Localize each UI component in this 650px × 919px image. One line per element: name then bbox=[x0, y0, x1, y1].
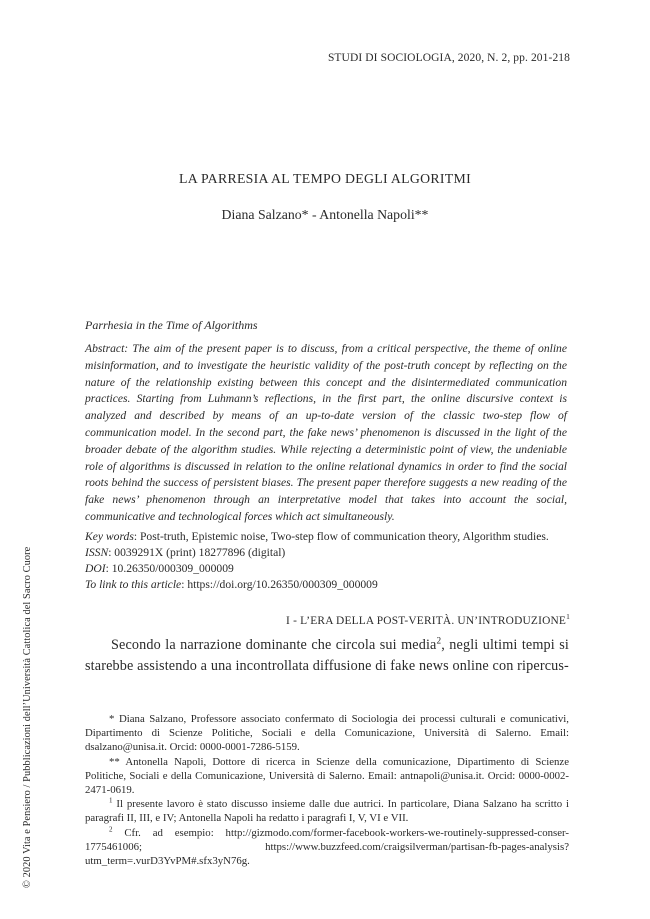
footnote-2-text: Cfr. ad esempio: http://gizmodo.com/former-facebook-workers-we-routinely-suppressed-conser-1775461006; https://www.buzzfeed.com/craigsilverman/partisan-fb-pages-analysis?utm_term=.vurD3YvPM#.sfx3yN76g. bbox=[85, 826, 569, 868]
body-text-start: Secondo la narrazione dominante che circola sui media bbox=[111, 637, 437, 653]
english-title: Parrhesia in the Time of Algorithms bbox=[85, 318, 258, 332]
issn-line bbox=[85, 545, 570, 561]
article-link-label: To link to this article bbox=[85, 578, 182, 592]
footnote-1-mark: 1 bbox=[109, 796, 113, 805]
article-authors: Diana Salzano* - Antonella Napoli** bbox=[221, 207, 429, 222]
footnote-2 bbox=[85, 826, 569, 869]
article-title: LA PARRESIA AL TEMPO DEGLI ALGORITMI bbox=[179, 171, 471, 186]
abstract: Abstract: The aim of the present paper is to discuss, from a critical perspective, the theme of online misinformation, and to investigate the heuristic validity of the post-truth concept by reflecting on the nature of the relationship existing between this concept and the disintermediated communication practices. Starting from Luhmann’s reflections, in the first part, the online discursive context is analyzed and described by means of an up-to-date version of the classic two-step flow of communication model. In the second part, the fake news’ phenomenon is discussed in the light of the broader debate of the algorithm studies. While rejecting a deterministic point of view, the undeniable role of algorithms is discussed in relation to the online relational dynamics in order to find the social roots behind the success of persistent biases. The present paper therefore suggests a new reading of the fake news’ phenomenon through an interpretative model that takes into account the social, communicative and technological forces which act simultaneously. bbox=[85, 342, 567, 523]
footnotes bbox=[85, 712, 569, 868]
keywords-value: : Post-truth, Epistemic noise, Two-step flow of communication theory, Algorithm studies. bbox=[133, 530, 549, 543]
section-footnote-ref[interactable]: 1 bbox=[566, 612, 570, 622]
article-link-value[interactable]: : https://doi.org/10.26350/000309_000009 bbox=[181, 578, 378, 592]
footnote-author-1 bbox=[85, 712, 569, 755]
doi-line bbox=[85, 561, 570, 577]
doi-value: : 10.26350/000309_000009 bbox=[105, 562, 234, 576]
body-text-end: , negli ultimi tempi si starebbe assistendo a una incontrollata diffusione di fake news online con ripercus- bbox=[85, 637, 569, 674]
section-heading bbox=[270, 612, 570, 627]
journal-header: STUDI DI SOCIOLOGIA, 2020, N. 2, pp. 201-218 bbox=[327, 52, 570, 64]
article-meta bbox=[85, 529, 570, 593]
footnote-author-1-text: * Diana Salzano, Professore associato confermato di Sociologia dei processi culturali e comunicativi, Dipartimento di Scienze Politiche, Sociali e della Comunicazione, Università di Salerno. Email: dsalzano@unisa.it. Orcid: 0000-0001-7286-5159. bbox=[85, 713, 569, 754]
footnote-1-text: Il presente lavoro è stato discusso insieme dalle due autrici. In particolare, Diana Salzano ha scritto i paragrafi II, III, e IV; Antonella Napoli ha redatto i paragrafi I, V, VI e VII. bbox=[85, 798, 569, 825]
footnote-ref-2[interactable]: 2 bbox=[436, 635, 442, 646]
article-link-line bbox=[85, 577, 570, 593]
doi-label: DOI bbox=[85, 562, 106, 576]
copyright-sidebar: © 2020 Vita e Pensiero / Pubblicazioni dell’Università Cattolica del Sacro Cuore bbox=[22, 546, 33, 888]
keywords-line bbox=[85, 529, 570, 545]
footnote-author-2 bbox=[85, 755, 569, 798]
footnote-2-mark: 2 bbox=[109, 825, 113, 834]
section-heading-text: I - L’ERA DELLA POST-VERITÀ. UN’INTRODUZIONE bbox=[286, 615, 567, 627]
keywords-label: Key words bbox=[85, 530, 134, 543]
issn-value: : 0039291X (print) 18277896 (digital) bbox=[108, 546, 286, 560]
issn-label: ISSN bbox=[85, 546, 109, 560]
footnote-author-2-text: ** Antonella Napoli, Dottore di ricerca in Scienze della comunicazione, Dipartimento di Scienze Politiche, Sociali e della Comunicazione, Università di Salerno. Email: antnapoli@unisa.it. Orcid: 0000-0002-2471-0619. bbox=[85, 755, 569, 797]
footnote-1 bbox=[85, 797, 569, 825]
body-paragraph bbox=[85, 635, 569, 677]
